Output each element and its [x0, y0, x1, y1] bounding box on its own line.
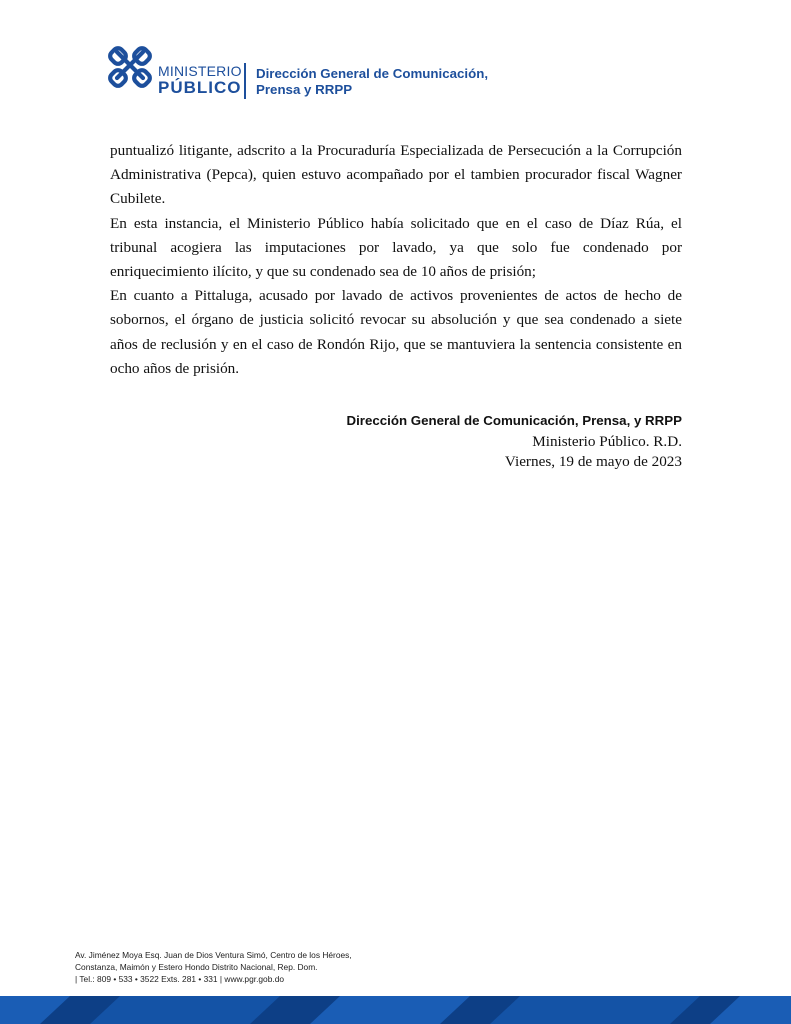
- department-line-1: Dirección General de Comunicación,: [256, 66, 489, 81]
- footer-address: [75, 949, 352, 985]
- footer-line-2: Constanza, Maimón y Estero Hondo Distrito Nacional, Rep. Dom.: [75, 962, 318, 972]
- paragraph-1: puntualizó litigante, adscrito a la Procuraduría Especializada de Persecución a la Corrupción Administrativa (Pepca), quien estuvo acompañado por el tambien procurador fiscal Wagner Cubilete.: [110, 142, 682, 208]
- logo-wordmark: [158, 64, 242, 96]
- press-release-body: [110, 139, 682, 381]
- department-name: [256, 66, 488, 98]
- header-divider: [244, 63, 246, 99]
- signature-date: Viernes, 19 de mayo de 2023: [504, 453, 682, 470]
- signature-department: Dirección General de Comunicación, Prensa, y RRPP: [346, 413, 682, 428]
- department-line-2: Prensa y RRPP: [256, 82, 353, 97]
- footer-decorative-band: [0, 996, 791, 1024]
- paragraph-2: En esta instancia, el Ministerio Público había solicitado que en el caso de Díaz Rúa, el tribunal acogiera las imputaciones por lavado, ya que solo fue condenado por enriquecimiento ilícito, y que su condenado sea de 10 años de prisión;: [110, 214, 682, 281]
- footer-line-1: Av. Jiménez Moya Esq. Juan de Dios Ventura Simó, Centro de los Héroes,: [75, 950, 352, 960]
- ministerio-publico-logo-icon: [108, 46, 152, 90]
- footer-line-3: | Tel.: 809 • 533 • 3522 Exts. 281 • 331 | www.pgr.gob.do: [75, 974, 285, 984]
- signature-block: [347, 410, 683, 472]
- paragraph-3: En cuanto a Pittaluga, acusado por lavado de activos provenientes de actos de hecho de sobornos, el órgano de justicia solicitó revocar su absolución y que sea condenado a siete años de reclusión y en el caso de Rondón Rijo, que se mantuviera la sentencia consistente en ocho años de prisión.: [110, 287, 682, 377]
- signature-institution: Ministerio Público. R.D.: [532, 433, 682, 450]
- logo-line-1: MINISTERIO: [158, 63, 242, 79]
- letterhead: [108, 44, 708, 104]
- logo-line-2: PÚBLICO: [158, 78, 242, 97]
